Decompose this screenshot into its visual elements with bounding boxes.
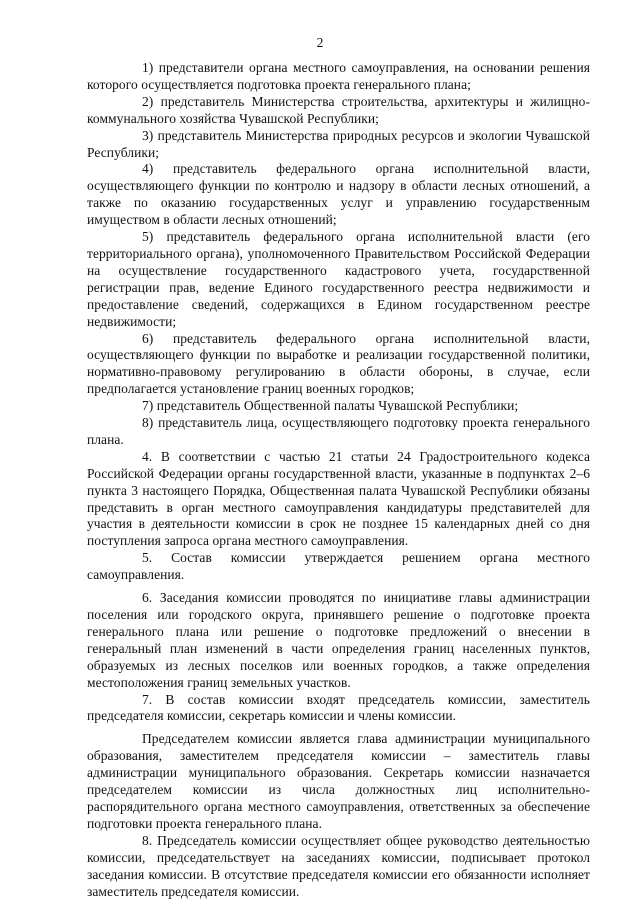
paragraph-item-8: 8) представитель лица, осуществляющего подготовку проекта генерального плана. <box>87 415 590 447</box>
page-number: 2 <box>316 35 324 50</box>
paragraph-item-6: 6) представитель федерального органа исполнительной власти, осуществляющего функции по выработке и реализации государственной политики, нормативно-правовому регулированию в области обороны, в случае, если предполагается установление границ военных городков; <box>87 330 590 397</box>
paragraph-item-4: 4) представитель федерального органа исполнительной власти, осуществляющего функции по контролю и надзору в области лесных отношений, а также по оказанию государственных услуг и управлению государственным имуществом в области лесных отношений; <box>87 161 590 228</box>
paragraph-item-2: 2) представитель Министерства строительства, архитектуры и жилищно-коммунального хозяйства Чувашской Республики; <box>87 93 590 126</box>
paragraph-clause-4: 4. В соответствии с частью 21 статьи 24 Градостроительного кодекса Российской Федерации органы государственной власти, указанные в подпунктах 2–6 пункта 3 настоящего Порядка, Общественная палата Чувашской Республики обязаны представить в орган местного самоуправления кандидатуры представителей для участия в деятельности комиссии в срок не позднее 15 календарных дней со дня поступления запроса органа местного самоуправления. <box>87 448 590 549</box>
paragraph-clause-5: 5. Состав комиссии утверждается решением органа местного самоуправления. <box>87 550 590 583</box>
paragraph-clause-7: 7. В состав комиссии входят председатель комиссии, заместитель председателя комиссии, секретарь комиссии и члены комиссии. <box>87 691 590 724</box>
paragraph-clause-8: 8. Председатель комиссии осуществляет общее руководство деятельностью комиссии, председательствует на заседаниях комиссии, подписывает протокол заседания комиссии. В отсутствие председателя комиссии его обязанности исполняет заместитель председателя комиссии. <box>87 832 590 899</box>
paragraph-item-1: 1) представители органа местного самоуправления, на основании решения которого осуществляется подготовка проекта генерального плана; <box>87 60 590 92</box>
paragraph-item-5: 5) представитель федерального органа исполнительной власти (его территориального органа), уполномоченного Правительством Российской Федерации на осуществление государственного кадастрового учета, государственной регистрации прав, ведение Единого государственного реестра недвижимости и предоставление сведений, содержащихся в Едином государственном реестре недвижимости; <box>87 229 590 329</box>
document-body <box>87 60 590 900</box>
paragraph-item-3: 3) представитель Министерства природных ресурсов и экологии Чувашской Республики; <box>87 127 590 160</box>
paragraph-item-7: 7) представитель Общественной палаты Чувашской Республики; <box>142 398 519 414</box>
paragraph-chairman: Председателем комиссии является глава администрации муниципального образования, заместителем председателя комиссии – заместитель главы администрации муниципального образования. Секретарь комиссии назначается председателем комиссии из числа должностных лиц исполнительно-распорядительного органа местного самоуправления, ответственных за обеспечение подготовки проекта генерального плана. <box>87 731 590 831</box>
paragraph-clause-6: 6. Заседания комиссии проводятся по инициативе главы администрации поселения или городского округа, принявшего решение о подготовке проекта генерального плана или решение о подготовке предложений о внесении в генеральный план изменений в части определения границ населенных пунктов, образуемых из лесных поселков или военных городков, а также определения местоположения границ земельных участков. <box>87 590 590 690</box>
